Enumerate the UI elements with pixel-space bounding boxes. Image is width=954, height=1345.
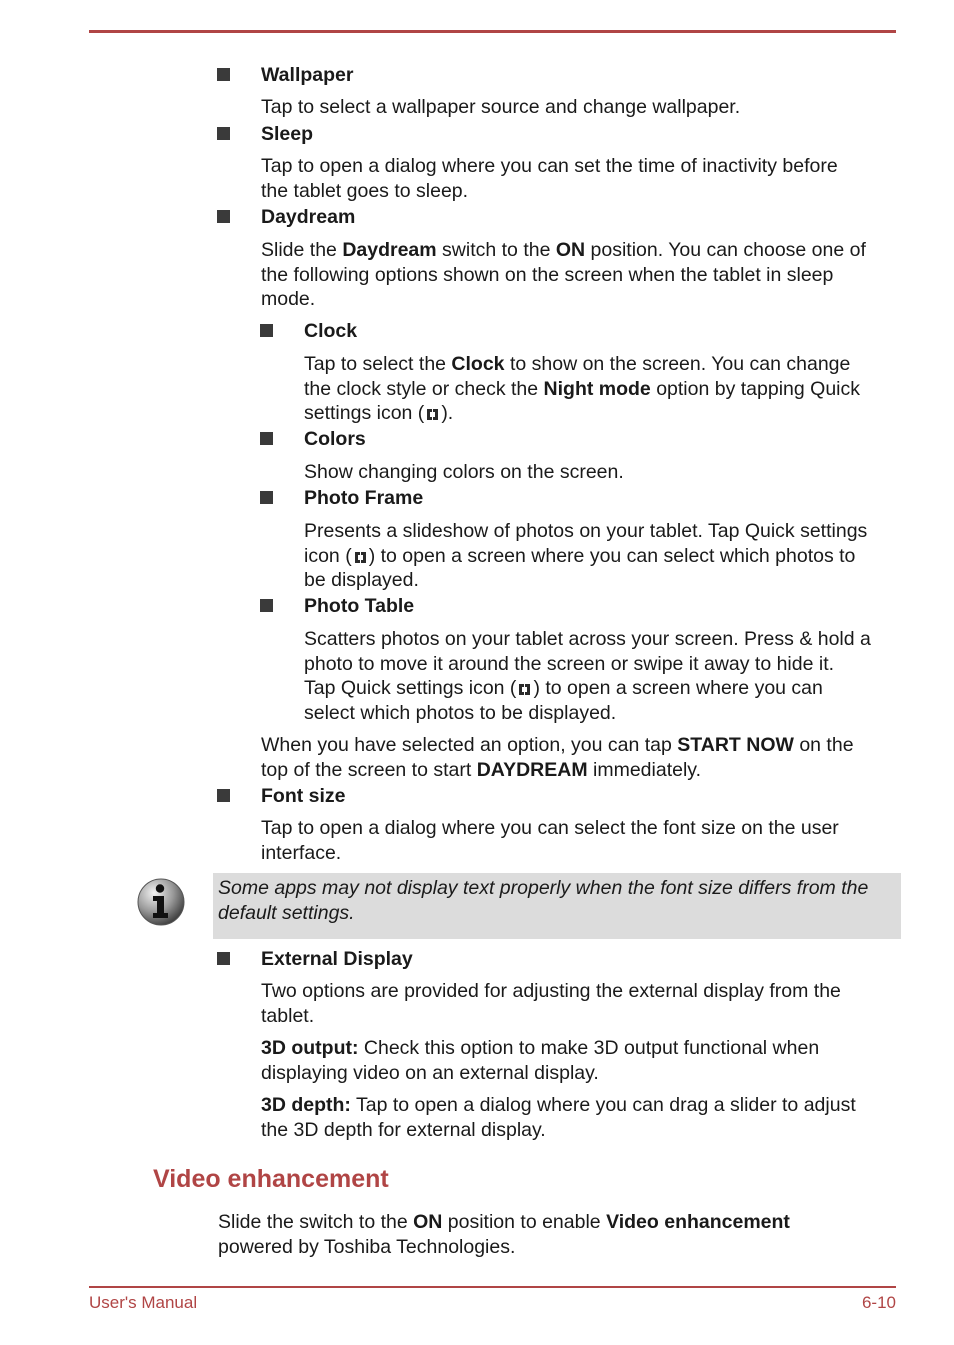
text-run: switch to the — [436, 239, 556, 261]
text-line: Tap to open a dialog where you can select the font size on the user — [261, 817, 839, 839]
text-bold: ON — [555, 239, 586, 261]
text-run: on the — [793, 734, 854, 756]
subitem-desc-clock — [304, 352, 860, 426]
subitem-desc-photo-table — [304, 627, 871, 725]
bullet-square — [260, 324, 273, 337]
text-line: be displayed. — [304, 569, 419, 591]
text-run: icon ( — [304, 544, 352, 567]
section-body — [218, 1210, 790, 1259]
text-run: Tap to select the — [304, 353, 452, 375]
option-3d-depth — [261, 1093, 856, 1142]
item-desc-sleep — [261, 154, 838, 203]
bullet-square — [217, 210, 230, 223]
text-run: ) to open a screen where you can select which photos to — [368, 544, 856, 567]
text-run: position. You can choose one of — [585, 239, 866, 261]
text-bold: Daydream — [342, 239, 437, 261]
text-line: default settings. — [218, 901, 355, 924]
text-bold: START NOW — [677, 734, 794, 756]
text-bold: 3D depth: — [261, 1094, 351, 1116]
text-run: top of the screen to start — [261, 758, 477, 781]
footer-rule — [89, 1286, 896, 1288]
note-text — [218, 876, 898, 925]
text-bold: Night mode — [543, 377, 651, 400]
text-line: Scatters photos on your tablet across your screen. Press & hold a — [304, 628, 871, 650]
item-title-daydream: Daydream — [261, 206, 356, 228]
subitem-desc-photo-frame — [304, 519, 867, 593]
text-line: displaying video on an external display. — [261, 1061, 599, 1084]
bullet-square — [217, 952, 230, 965]
text-run: option by tapping Quick — [650, 377, 860, 400]
daydream-start-note — [261, 733, 854, 782]
quick-settings-icon — [427, 409, 438, 420]
text-run: position to enable — [442, 1211, 607, 1233]
section-title: Video enhancement — [153, 1165, 389, 1193]
text-bold: Video enhancement — [606, 1211, 790, 1233]
subitem-title-photo-frame: Photo Frame — [304, 487, 424, 509]
item-desc-wallpaper: Tap to select a wallpaper source and change wallpaper. — [261, 96, 741, 118]
item-title-sleep: Sleep — [261, 123, 314, 145]
item-title-external-display: External Display — [261, 948, 413, 970]
footer-manual-title: User's Manual — [89, 1293, 198, 1312]
item-title-font-size: Font size — [261, 785, 346, 807]
quick-settings-icon — [355, 552, 366, 563]
text-line: the 3D depth for external display. — [261, 1118, 546, 1141]
text-run: settings icon ( — [304, 402, 425, 424]
subitem-title-photo-table: Photo Table — [304, 595, 415, 617]
text-line: photo to move it around the screen or swipe it away to hide it. — [304, 652, 835, 675]
bullet-square — [217, 789, 230, 802]
text-line: the tablet goes to sleep. — [261, 179, 469, 202]
info-icon — [136, 877, 186, 927]
text-line: the following options shown on the screen when the tablet in sleep — [261, 263, 834, 286]
text-run: the clock style or check the — [304, 377, 544, 400]
subitem-title-colors: Colors — [304, 428, 366, 450]
text-line: Two options are provided for adjusting the external display from the — [261, 980, 841, 1002]
quick-settings-icon — [519, 684, 530, 695]
text-bold: DAYDREAM — [476, 758, 588, 781]
text-line: select which photos to be displayed. — [304, 701, 617, 724]
bullet-square — [260, 491, 273, 504]
text-line: Some apps may not display text properly when the font size differs from the — [218, 877, 869, 899]
item-desc-external-display — [261, 979, 841, 1028]
text-run: Tap Quick settings icon ( — [304, 677, 517, 699]
text-bold: 3D output: — [261, 1037, 359, 1059]
text-bold: Clock — [451, 353, 505, 375]
subitem-title-clock: Clock — [304, 320, 358, 342]
subitem-desc-colors: Show changing colors on the screen. — [304, 461, 624, 483]
text-line: Tap to open a dialog where you can set the time of inactivity before — [261, 155, 838, 177]
text-run: Slide the — [261, 239, 343, 261]
text-line: Presents a slideshow of photos on your tablet. Tap Quick settings — [304, 520, 868, 542]
text-run: When you have selected an option, you can tap — [261, 734, 678, 756]
bullet-square — [217, 68, 230, 81]
text-line: tablet. — [261, 1004, 315, 1027]
text-run: Tap to open a dialog where you can drag a slider to adjust — [350, 1094, 856, 1116]
footer-page-number: 6-10 — [861, 1293, 896, 1312]
text-run: ). — [441, 402, 454, 424]
text-run: Slide the switch to the — [218, 1211, 414, 1233]
item-title-wallpaper: Wallpaper — [261, 64, 354, 86]
text-line: mode. — [261, 288, 316, 310]
option-3d-output — [261, 1036, 819, 1085]
text-bold: ON — [413, 1211, 443, 1233]
text-run: to show on the screen. You can change — [504, 353, 851, 375]
item-desc-font-size — [261, 816, 839, 865]
text-line: powered by Toshiba Technologies. — [218, 1235, 516, 1258]
text-run: ) to open a screen where you can — [533, 677, 823, 699]
bullet-square — [217, 127, 230, 140]
bullet-square — [260, 432, 273, 445]
item-desc-daydream — [261, 238, 866, 312]
text-run: immediately. — [587, 758, 702, 781]
header-rule — [89, 30, 896, 33]
text-run: Check this option to make 3D output functional when — [358, 1037, 820, 1059]
bullet-square — [260, 599, 273, 612]
text-line: interface. — [261, 841, 342, 864]
